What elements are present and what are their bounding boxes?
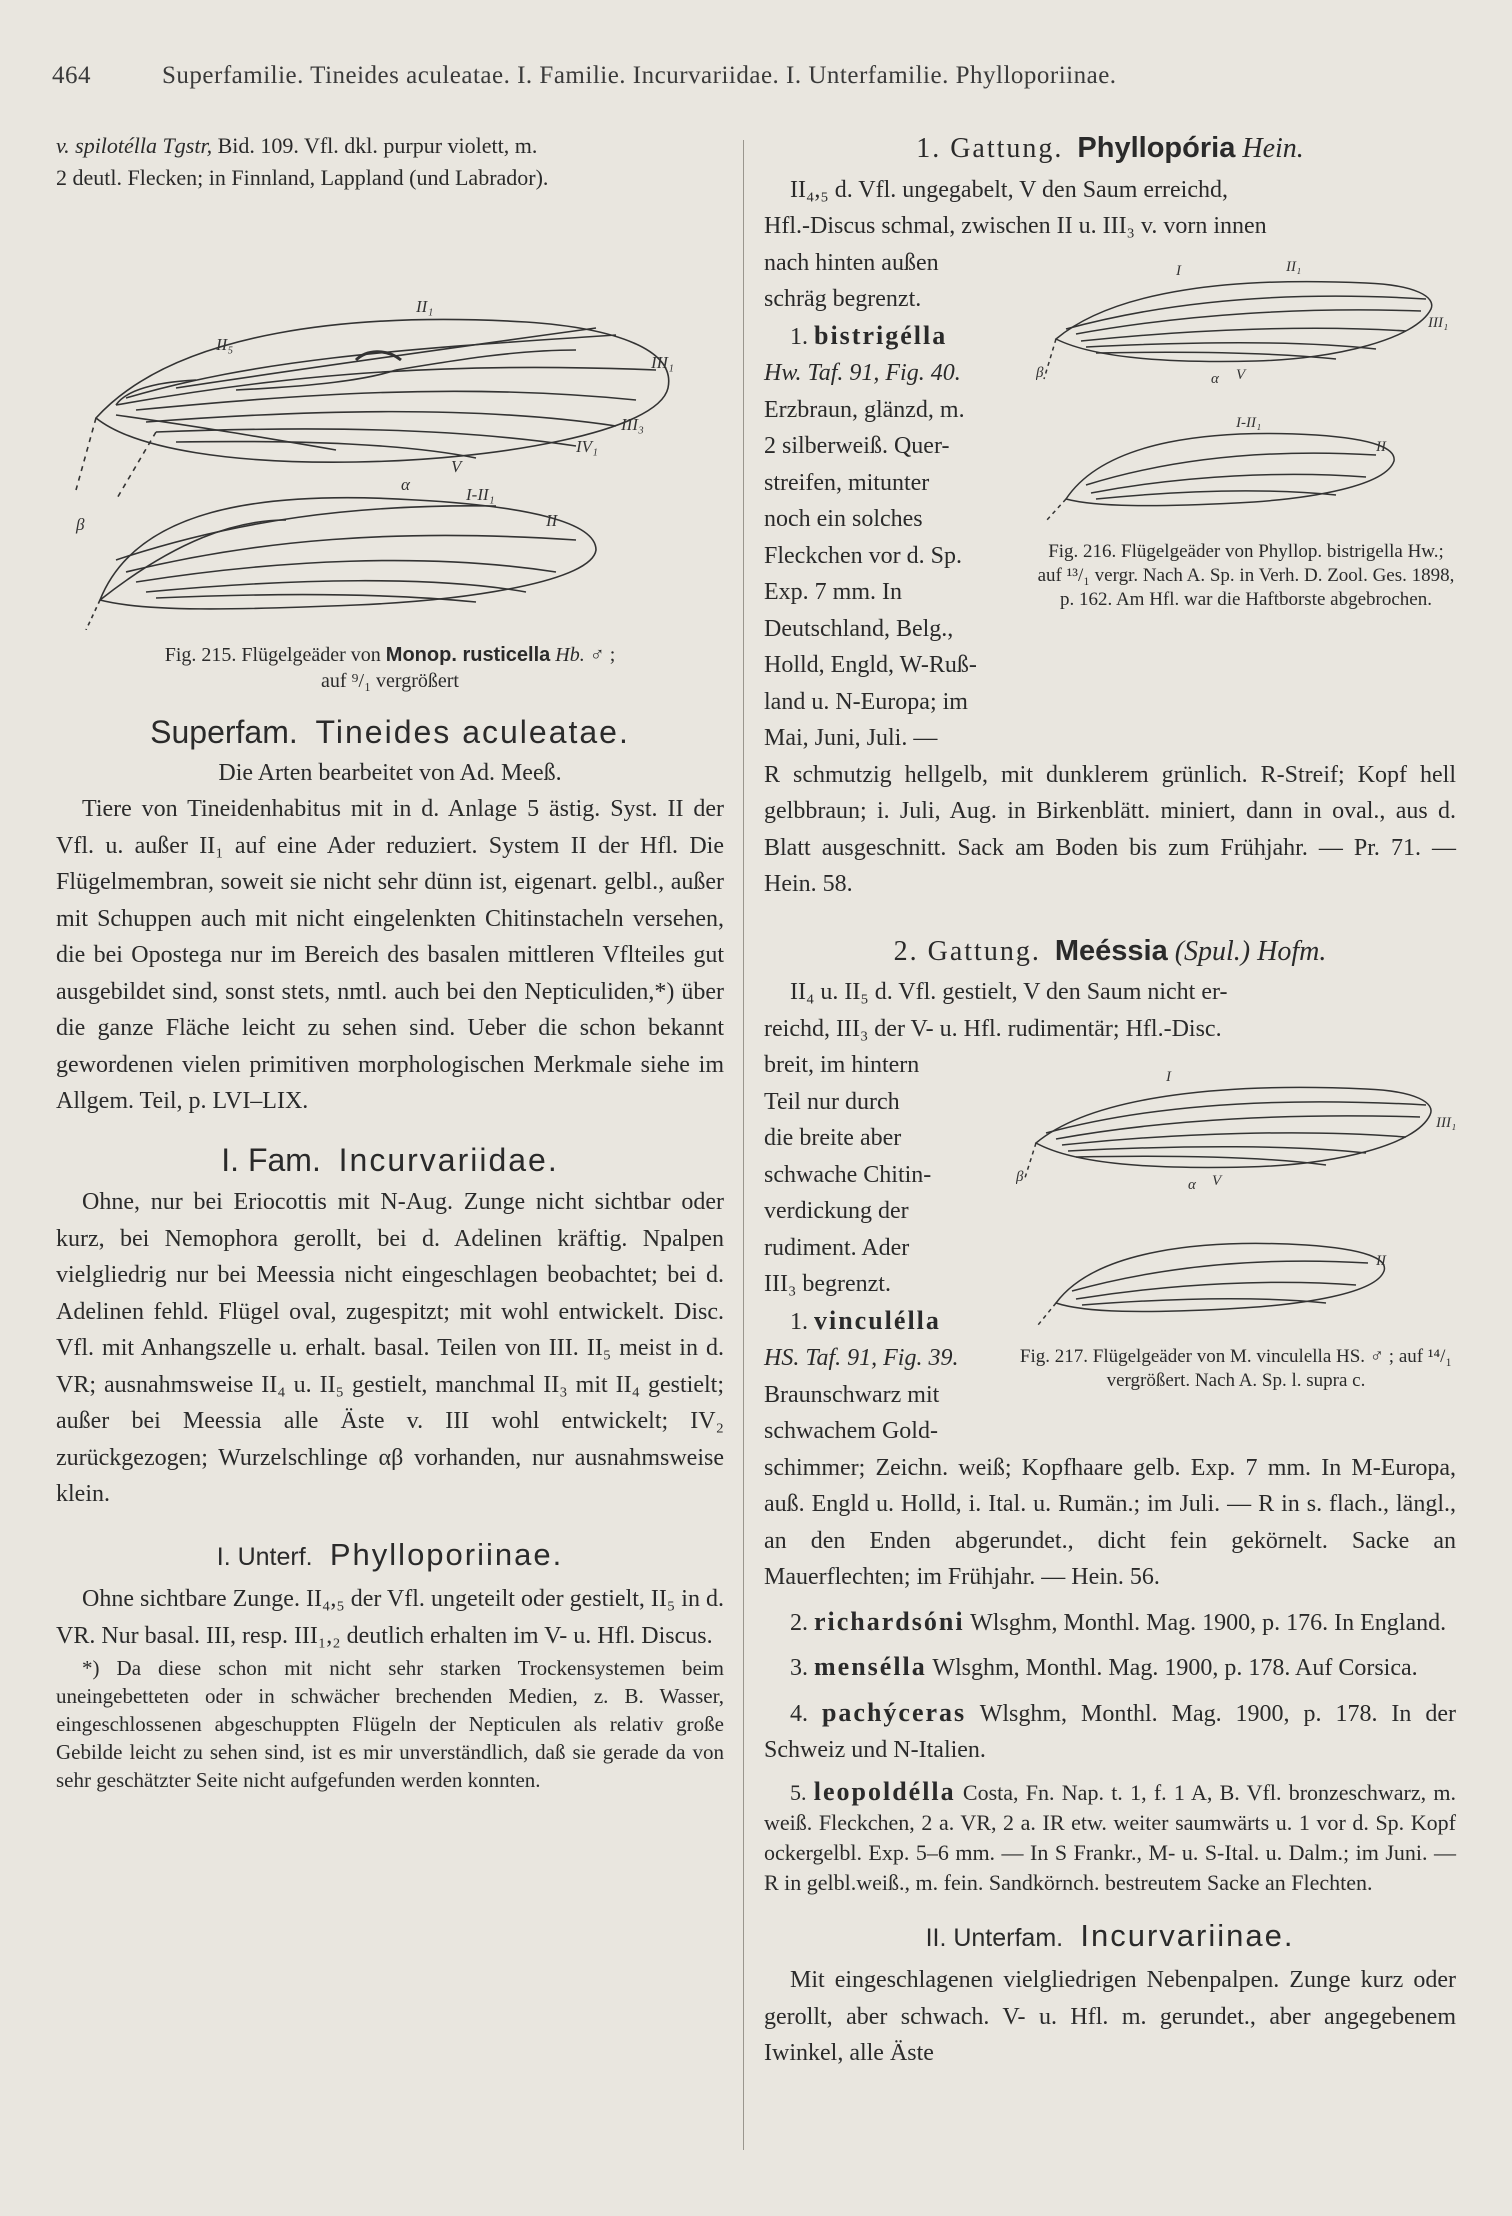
label-217-I: I bbox=[1166, 1069, 1171, 1085]
right-column bbox=[764, 130, 1456, 2072]
species-5-name: pachýceras bbox=[821, 1697, 967, 1727]
family-prefix: I. Fam. bbox=[221, 1141, 321, 1178]
genus-2-line-5: die breite aber bbox=[764, 1125, 902, 1151]
genus-2-line-4: Teil nur durch bbox=[764, 1088, 900, 1115]
family-text: Ohne, nur bei Eriocottis mit N-Aug. Zunge nicht sichtbar oder kurz, bei Nemophora gerollt, bei d. Adelinen kräftig. Npalpen vielgliedrig nur bei Meessia nicht eingeschlagen beobachtet; bei d. Adelinen fehld. Flügel oval, zugespitzt; mit wohl entwickelt. Disc. Vfl. mit Anhangszelle u. erhalt. basal. Teilen von III. II₅ meist in d. VR; ausnahmsweise II₄ u. II₅ gestielt, manchmal II₃ mit II₄ gestielt; außer bei Meessia alle Äste v. III wohl entwickelt; IV₂ zurückgezogen; Wurzelschlinge αβ vorhanden, nur ausnahmsweise klein. bbox=[56, 1189, 724, 1507]
label-217-alpha: α bbox=[1188, 1177, 1196, 1193]
species-2-number: 1. bbox=[790, 1308, 808, 1335]
subfamily-2-text: Mit eingeschlagenen vielgliedrigen Nebenpalpen. Zunge kurz oder gerollt, aber schwach. V- u. Hfl. m. gerundet., aber angegebenem Iwinkel, alle Äste bbox=[764, 1967, 1456, 2066]
subfamily-prefix: I. Unterf. bbox=[216, 1542, 313, 1571]
label-217-III1: III₁ bbox=[1436, 1115, 1456, 1131]
species-4-number: 3. bbox=[790, 1655, 808, 1681]
label-216-I-II1: I-II₁ bbox=[1236, 414, 1262, 431]
label-III3: III₃ bbox=[621, 415, 644, 434]
species-3-name: richardsóni bbox=[814, 1606, 965, 1636]
figure-217 bbox=[1016, 1053, 1456, 1405]
label-216-III1: III₁ bbox=[1428, 314, 1449, 331]
label-217-V: V bbox=[1212, 1173, 1222, 1189]
intro-text-2: 2 deutl. Flecken; in Finnland, Lappland (und Labrador). bbox=[56, 165, 549, 190]
caption-215-text: Fig. 215. Flügelgeäder von bbox=[164, 643, 381, 666]
species-6-text: Costa, Fn. Nap. t. 1, f. 1 A, B. Vfl. bronzeschwarz, m. weiß. Fleckchen, 2 a. VR, 2 a. IR etw. weiter saumwärts u. 1 vor d. Sp. Kopf ockergelbl. Exp. 5–6 mm. — In S Frankr., M- u. S-Ital. u. Dalm.; im Juni. — R in gelbl.weiß., m. fein. Sandkörnch. bestreutem Sacke an Flechten. bbox=[764, 1779, 1456, 1895]
species-1-number: 1. bbox=[790, 323, 808, 350]
species-6-entry bbox=[764, 1777, 1456, 1898]
species-1-line-10: land u. N-Europa; im bbox=[764, 688, 968, 715]
species-1-line-4: streifen, mitunter bbox=[764, 469, 930, 496]
subfamily-2-prefix: II. Unterfam. bbox=[925, 1923, 1064, 1952]
species-2-line-1: HS. Taf. 91, Fig. 39. bbox=[764, 1345, 959, 1371]
intro-paragraph bbox=[56, 130, 724, 194]
label-216-I: I bbox=[1176, 262, 1181, 279]
species-1-line-3: 2 silberweiß. Quer- bbox=[764, 433, 950, 459]
species-1-line-8: Deutschland, Belg., bbox=[764, 615, 954, 642]
superfamily-text: Tiere von Tineidenhabitus mit in d. Anlage 5 ästig. Syst. II der Vfl. u. außer II₁ auf eine Ader reduziert. System II der Hfl. Die Flügelmembran, soweit sie nicht sehr dünn ist, eigenart. gelbl., außer mit Schuppen auch mit nicht eingelenkten Chitinstacheln versehen, die bei Opostega nur im Bereich des basalen mittleren Vflteiles gut ausgebildet sind, sonst stets, nmtl. auch bei den Nepticuliden,*) über die ganze Fläche leicht zu sehen sind. Ueber die schon bekannt gewordenen vielen primitiven morphologischen Merkmale siehe im Allgem. Teil, p. LVI–LIX. bbox=[56, 796, 724, 1114]
species-1-line-9: Holld, Engld, W-Ruß- bbox=[764, 652, 977, 678]
genus-2-line-1: II₄ u. II₅ d. Vfl. gestielt, V den Saum nicht er- bbox=[790, 979, 1228, 1005]
subfamily-text: Ohne sichtbare Zunge. II₄,₅ der Vfl. ungeteilt oder gestielt, II₅ in d. VR. Nur basal. III, resp. III₁,₂ deutlich erhalten im V- u. Hfl. Discus. bbox=[56, 1586, 724, 1649]
running-header bbox=[52, 62, 1472, 90]
label-217-II: II bbox=[1376, 1253, 1386, 1269]
figure-216-caption: Fig. 216. Flügelgeäder von Phyllop. bistrigella Hw.; auf ¹³/₁ vergr. Nach A. Sp. in Verh. D. Zool. Ges. 1898, p. 162. Am Hfl. war die Haftborste abgebrochen. bbox=[1037, 541, 1455, 610]
family-name: Incurvariidae. bbox=[338, 1141, 559, 1178]
superfamily-prefix: Superfam. bbox=[150, 714, 298, 750]
column-divider bbox=[743, 140, 744, 2150]
species-2-line-2: Braunschwarz mit bbox=[764, 1381, 940, 1408]
genus-2-line-7: verdickung der bbox=[764, 1198, 909, 1224]
label-I-II1: I-II₁ bbox=[466, 485, 495, 504]
figure-217-caption: Fig. 217. Flügelgeäder von M. vinculella HS. ♂ ; auf ¹⁴/₁ vergrößert. Nach A. Sp. l. supra c. bbox=[1019, 1345, 1453, 1391]
page-number: 464 bbox=[52, 62, 91, 89]
genus-1-line-2: Hfl.-Discus schmal, zwischen II u. III₃ v. vorn innen bbox=[764, 213, 1267, 239]
species-1-line-6: Fleckchen vor d. Sp. bbox=[764, 542, 962, 569]
label-216-II1: II₁ bbox=[1286, 258, 1302, 275]
figure-215-caption bbox=[56, 642, 724, 694]
superfamily-heading bbox=[56, 714, 724, 751]
label-III1: III₁ bbox=[651, 353, 674, 372]
species-1-line-2: Erzbraun, glänzd, m. bbox=[764, 396, 965, 423]
species-4-text: Wlsghm, Monthl. Mag. 1900, p. 178. Auf Corsica. bbox=[926, 1655, 1418, 1681]
label-216-beta: β bbox=[1036, 364, 1044, 381]
species-2-line-3: schwachem Gold- bbox=[764, 1418, 938, 1444]
species-1-rest: R schmutzig hellgelb, mit dunklerem grünlich. R-Streif; Kopf hell gelbbraun; i. Juli, Aug. in Birkenblätt. miniert, dann in oval., aus d. Blatt ausgeschnitt. Sack am Boden bis zum Frühjahr. — Pr. 71. — Hein. 58. bbox=[764, 761, 1456, 897]
species-1-line-11: Mai, Juni, Juli. — bbox=[764, 725, 938, 751]
wing-venation-diagram-217 bbox=[1016, 1053, 1456, 1333]
species-2-rest: schimmer; Zeichn. weiß; Kopfhaare gelb. Exp. 7 mm. In M-Europa, auß. Engld u. Holld, i. Ital. u. Rumän.; im Juli. — R in s. flach., längl., an den Enden abgerundet., dicht fein gekörnelt. Sacke an Mauerflechten; im Frühjahr. — Hein. 56. bbox=[764, 1454, 1456, 1590]
label-alpha: α bbox=[401, 475, 410, 494]
genus-1-prefix: 1. Gattung. bbox=[916, 133, 1064, 164]
label-217-beta: β bbox=[1016, 1169, 1024, 1185]
label-II5: II₅ bbox=[216, 335, 234, 354]
species-5-number: 4. bbox=[790, 1700, 808, 1727]
label-beta: β bbox=[76, 515, 85, 534]
genus-1-line-3: nach hinten außen bbox=[764, 249, 939, 276]
label-II: II bbox=[546, 511, 558, 530]
editor-line: Die Arten bearbeitet von Ad. Meeß. bbox=[218, 759, 562, 786]
intro-name: v. spilotélla bbox=[56, 133, 158, 158]
genus-2-line-9: III₃ begrenzt. bbox=[764, 1271, 891, 1297]
species-3-entry bbox=[764, 1604, 1456, 1642]
genus-2-line-8: rudiment. Ader bbox=[764, 1234, 910, 1261]
footnote: *) Da diese schon mit nicht sehr starken Trockensystemen beim uneingebetteten oder in schwächer brechenden Medien, z. B. Wasser, eingeschlossenen abgeschuppten Flügeln der Nepticulen als relativ große Gebilde leicht zu sehen sind, ist es mir unverständlich, daß sie gerade da von sehr geschätzter Seite nicht aufgefunden werden konnten. bbox=[56, 1656, 724, 1792]
genus-2-name: Meéssia bbox=[1054, 934, 1168, 967]
wing-venation-diagram-215 bbox=[56, 200, 724, 630]
species-2-name: vinculélla bbox=[814, 1305, 941, 1335]
genus-2-line-3: breit, im hintern bbox=[764, 1052, 920, 1078]
subfamily-2-heading bbox=[764, 1918, 1456, 1957]
caption-215-magnification: auf ⁹/₁ vergrößert bbox=[321, 669, 459, 692]
species-5-entry bbox=[764, 1695, 1456, 1769]
genus-2-line-6: schwache Chitin- bbox=[764, 1161, 932, 1188]
family-heading bbox=[56, 1142, 724, 1179]
label-V: V bbox=[451, 457, 462, 476]
caption-215-name: Monop. rusticella bbox=[385, 643, 551, 666]
species-4-entry bbox=[764, 1649, 1456, 1687]
species-6-number: 5. bbox=[790, 1779, 807, 1805]
left-column bbox=[56, 130, 724, 1794]
running-title: Superfamilie. Tineides aculeatae. I. Familie. Incurvariidae. I. Unterfamilie. Phylloporiinae. bbox=[162, 62, 1117, 89]
label-IV1: IV₁ bbox=[576, 437, 598, 456]
caption-215-author: Hb. bbox=[555, 643, 585, 666]
label-216-alpha: α bbox=[1211, 370, 1219, 387]
figure-216 bbox=[1036, 249, 1456, 639]
caption-215-sex: ♂ ; bbox=[589, 643, 616, 666]
genus-2-heading bbox=[764, 933, 1456, 971]
label-216-II: II bbox=[1376, 438, 1386, 455]
subfamily-2-name: Incurvariinae. bbox=[1080, 1917, 1295, 1953]
wing-venation-diagram-216 bbox=[1036, 249, 1456, 529]
genus-1-author: Hein. bbox=[1242, 133, 1304, 164]
intro-text-1: Bid. 109. Vfl. dkl. purpur violett, m. bbox=[212, 133, 538, 158]
genus-1-line-1: II₄,₅ d. Vfl. ungegabelt, V den Saum erreichd, bbox=[790, 176, 1228, 203]
figure-215 bbox=[56, 200, 724, 692]
genus-1-name: Phyllopória bbox=[1077, 132, 1236, 164]
species-3-text: Wlsghm, Monthl. Mag. 1900, p. 176. In England. bbox=[964, 1609, 1447, 1636]
species-1-name: bistrigélla bbox=[814, 320, 948, 350]
subfamily-name: Phylloporiinae. bbox=[329, 1536, 564, 1572]
species-5-text: Wlsghm, Monthl. Mag. 1900, p. 178. In der Schweiz und N-Italien. bbox=[764, 1700, 1457, 1763]
genus-2-author: (Spul.) Hofm. bbox=[1174, 935, 1327, 967]
label-II1: II₁ bbox=[416, 297, 434, 316]
species-4-name: mensélla bbox=[814, 1652, 927, 1681]
intro-author: Tgstr, bbox=[162, 133, 213, 158]
subfamily-heading bbox=[56, 1537, 724, 1576]
species-1-line-5: noch ein solches bbox=[764, 506, 923, 532]
genus-1-heading bbox=[764, 130, 1456, 168]
genus-2-line-2: reichd, III₃ der V- u. Hfl. rudimentär; Hfl.-Disc. bbox=[764, 1015, 1222, 1042]
species-6-name: leopoldélla bbox=[813, 1776, 956, 1806]
superfamily-name: Tineides aculeatae. bbox=[315, 714, 630, 750]
genus-1-line-4: schräg begrenzt. bbox=[764, 286, 922, 312]
species-1-line-1: Hw. Taf. 91, Fig. 40. bbox=[764, 360, 961, 386]
label-216-V: V bbox=[1236, 366, 1246, 383]
genus-2-prefix: 2. Gattung. bbox=[893, 935, 1041, 967]
species-3-number: 2. bbox=[790, 1609, 808, 1636]
species-1-line-7: Exp. 7 mm. In bbox=[764, 579, 902, 605]
